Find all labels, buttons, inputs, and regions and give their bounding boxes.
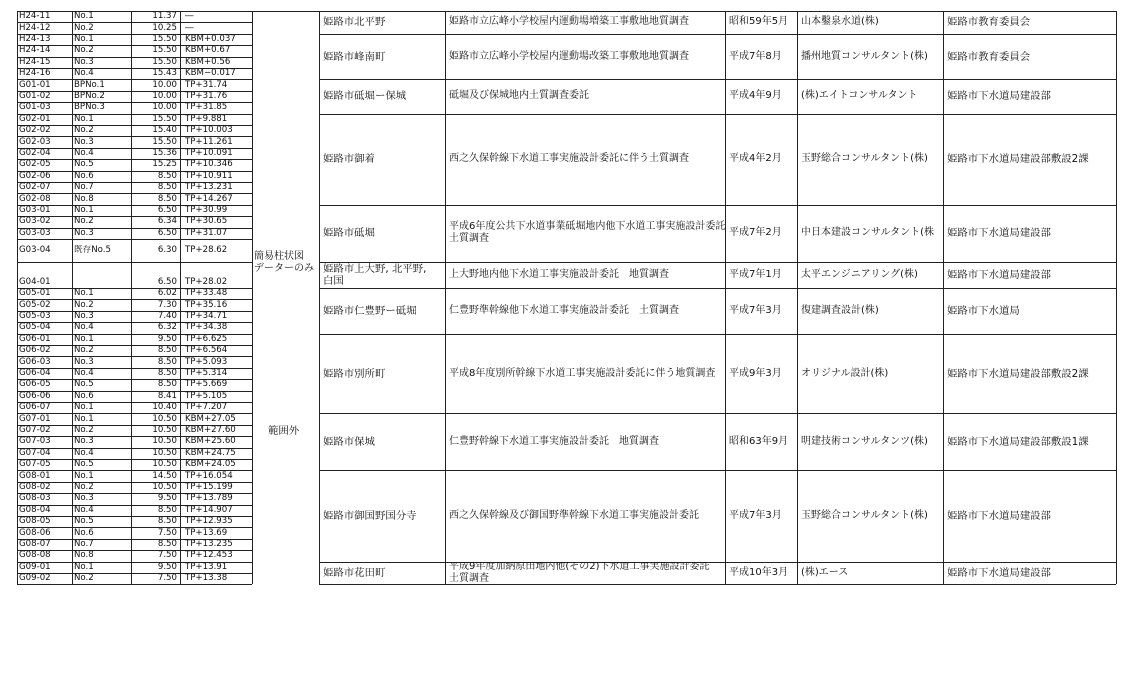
survey-row [319,114,1116,206]
boring-code: H24-16 [19,68,51,79]
boring-elevation: TP+35.16 [185,299,228,310]
boring-number: BPNo.1 [74,79,105,90]
boring-depth: 9.50 [157,333,177,344]
boring-depth: 15.50 [152,33,177,44]
survey-client: 姫路市下水道局建設部 [947,510,1051,522]
survey-date: 昭和63年9月 [729,435,789,447]
boring-elevation: TP+31.74 [185,79,228,90]
boring-code: G03-01 [19,204,51,215]
survey-title: 砥堀及び保城地内土質調査委託 [449,90,589,102]
boring-elevation: TP+14.907 [185,504,233,515]
boring-number: No.2 [74,216,94,227]
boring-number: No.2 [74,22,94,33]
boring-code: G08-05 [19,516,51,527]
boring-number: No.6 [74,390,94,401]
survey-date: 平成4年2月 [729,153,782,165]
boring-number: No.6 [74,170,94,181]
survey-client: 姫路市下水道局建設部 [947,268,1051,281]
boring-elevation: ― [185,11,194,22]
boring-number: No.5 [74,516,94,527]
survey-date: 平成10年3月 [729,567,789,578]
boring-elevation: TP+10.003 [185,125,233,136]
survey-date: 平成7年2月 [729,227,782,239]
boring-number: No.5 [74,459,94,470]
survey-date: 平成7年8月 [729,50,782,62]
column-divider [797,11,798,584]
boring-number: No.3 [74,136,94,147]
boring-number: BPNo.3 [74,102,105,113]
column-divider [445,11,446,584]
boring-depth: 10.50 [152,447,177,458]
survey-title: 仁豊野幹線下水道工事実施設計委託 地質調査 [449,435,659,447]
boring-elevation: TP+6.564 [185,345,228,356]
boring-code: G08-06 [19,527,51,538]
column-divider [943,11,944,584]
boring-number: No.1 [74,561,94,572]
boring-code: G02-05 [19,159,51,170]
survey-location: 姫路市花田町 [323,567,386,579]
boring-elevation: ― [185,22,194,33]
boring-code: G03-02 [19,216,51,227]
boring-code: G07-03 [19,436,51,447]
survey-contractor: オリジナル設計(株) [801,367,889,379]
boring-code: H24-15 [19,56,51,67]
boring-code: G08-02 [19,482,51,492]
boring-code: G04-01 [19,277,51,288]
boring-elevation: TP+13.789 [185,493,233,504]
boring-code: G08-04 [19,504,51,515]
survey-contractor: 玉野総合コンサルタント(株) [801,510,928,521]
boring-depth: 14.50 [152,470,177,481]
boring-elevation: TP+5.669 [185,379,228,390]
boring-number: No.1 [74,333,94,344]
survey-client: 姫路市下水道局建設部敷設2課 [947,367,1089,380]
survey-contractor: 山本鑿泉水道(株) [801,16,879,28]
boring-depth: 10.25 [152,22,177,33]
boring-number: No.4 [74,322,94,333]
boring-code: G01-03 [19,102,51,113]
boring-code: G07-02 [19,425,51,435]
survey-client: 姫路市下水道局建設部 [947,227,1051,240]
note-simplified-column: 簡易柱状図 データーのみ [254,251,314,274]
boring-code: G07-04 [19,447,51,458]
boring-code: G06-05 [19,379,51,390]
boring-depth: 10.00 [152,90,177,101]
boring-elevation: TP+6.625 [185,333,228,344]
boring-number: No.6 [74,527,94,538]
boring-depth: 8.50 [157,356,177,367]
survey-location: 姫路市仁豊野ー砥堀 [323,304,417,317]
boring-depth: 8.50 [157,182,177,193]
survey-location: 姫路市保城 [323,435,375,448]
boring-number: No.7 [74,539,94,549]
survey-contractor: (株)エース [801,567,849,578]
boring-number: No.2 [74,299,94,310]
survey-row [319,413,1116,471]
survey-date: 平成4年9月 [729,90,782,102]
boring-number: No.7 [74,182,94,193]
boring-elevation: TP+5.314 [185,368,228,378]
boring-elevation: TP+11.261 [185,136,233,147]
boring-elevation: TP+14.267 [185,193,233,204]
boring-depth: 8.50 [157,345,177,356]
boring-number: No.5 [74,379,94,390]
survey-location: 姫路市御国野国分寺 [323,510,417,522]
boring-code: G08-03 [19,493,51,504]
boring-depth: 6.50 [157,277,177,288]
survey-location: 姫路市砥堀 [323,227,375,240]
boring-depth: 10.40 [152,402,177,413]
boring-elevation: TP+7.207 [185,402,228,413]
boring-number: BPNo.2 [74,90,105,101]
boring-code: G08-08 [19,550,51,561]
boring-elevation: TP+28.62 [185,244,228,255]
boring-number: No.1 [74,204,94,215]
survey-location: 姫路市峰南町 [323,50,386,63]
survey-title: 姫路市立広峰小学校屋内運動場改築工事敷地地質調査 [449,50,689,62]
boring-depth: 7.50 [157,550,177,561]
survey-client: 姫路市下水道局建設部敷設2課 [947,153,1089,166]
boring-elevation: TP+31.85 [185,102,228,113]
boring-elevation: TP+13.69 [185,527,228,538]
survey-row [319,79,1116,114]
boring-depth: 8.50 [157,368,177,378]
boring-elevation: KBM+27.05 [185,413,236,424]
boring-code: H24-14 [19,45,51,56]
boring-elevation: TP+12.453 [185,550,233,561]
note-out-of-range: 範囲外 [268,425,300,437]
boring-depth: 10.00 [152,79,177,90]
boring-code: G05-02 [19,299,51,310]
boring-elevation: KBM+0.037 [185,33,236,44]
boring-number: No.1 [74,288,94,299]
survey-row [319,262,1116,289]
survey-date: 平成7年3月 [729,510,782,521]
column-divider [319,11,320,584]
boring-number: No.1 [74,33,94,44]
boring-number: No.4 [74,368,94,378]
survey-row [319,11,1116,35]
boring-number: No.3 [74,311,94,321]
boring-depth: 15.40 [152,125,177,136]
boring-code: G06-03 [19,356,51,367]
boring-code: G03-03 [19,227,51,238]
boring-elevation: TP+28.02 [185,277,228,288]
boring-depth: 8.50 [157,170,177,181]
boring-elevation: TP+16.054 [185,470,233,481]
boring-number: No.3 [74,493,94,504]
boring-elevation: KBM+24.75 [185,447,236,458]
boring-depth: 15.50 [152,113,177,124]
boring-elevation: TP+9.881 [185,113,228,124]
survey-contractor: 太平エンジニアリング(株) [801,268,918,280]
survey-location: 姫路市別所町 [323,367,386,380]
boring-number: No.2 [74,125,94,136]
boring-code: G05-03 [19,311,51,321]
boring-elevation: TP+33.48 [185,288,228,299]
boring-elevation: KBM+0.67 [185,45,231,56]
boring-depth: 8.50 [157,504,177,515]
boring-number: No.2 [74,425,94,435]
survey-title: 上大野地内他下水道工事実施設計委託 地質調査 [449,268,669,280]
boring-depth: 10.50 [152,459,177,470]
survey-contractor: 明建技術コンサルタンツ(株) [801,435,928,447]
boring-number: No.1 [74,113,94,124]
survey-location: 姫路市上大野, 北平野, 白国 [323,262,427,287]
survey-row [319,334,1116,415]
boring-number: No.1 [74,402,94,413]
boring-elevation: TP+5.093 [185,356,228,367]
survey-title: 仁豊野準幹線他下水道工事実施設計委託 土質調査 [449,304,679,316]
survey-row [319,205,1116,263]
table-top-border [319,11,1116,12]
boring-depth: 7.50 [157,573,177,584]
boring-elevation: TP+31.76 [185,90,228,101]
column-divider [725,11,726,584]
survey-contractor: 中日本建設コンサルタント(株 [801,227,935,239]
boring-depth: 10.50 [152,413,177,424]
boring-code: G01-02 [19,90,51,101]
survey-date: 昭和59年5月 [729,16,789,28]
boring-code: G01-01 [19,79,51,90]
boring-code: G06-01 [19,333,51,344]
boring-elevation: TP+12.935 [185,516,233,527]
survey-date: 平成7年1月 [729,268,782,280]
boring-depth: 6.30 [157,244,177,255]
boring-depth: 8.50 [157,516,177,527]
boring-depth: 8.50 [157,193,177,204]
boring-number: No.4 [74,504,94,515]
boring-number: No.3 [74,227,94,238]
survey-client: 姫路市下水道局建設部 [947,90,1051,103]
boring-depth: 6.34 [157,216,177,227]
boring-depth: 6.50 [157,227,177,238]
boring-depth: 7.50 [157,527,177,538]
boring-elevation: TP+30.65 [185,216,228,227]
boring-code: G02-08 [19,193,51,204]
boring-code: G03-04 [19,244,51,255]
boring-depth: 6.02 [157,288,177,299]
survey-client: 姫路市下水道局 [947,304,1020,317]
boring-elevation: TP+10.911 [185,170,233,181]
boring-number: No.2 [74,573,94,584]
column-divider [1116,11,1117,584]
boring-elevation: TP+13.91 [185,561,228,572]
boring-code: G08-01 [19,470,51,481]
boring-depth: 10.50 [152,425,177,435]
survey-title: 平成8年度別所幹線下水道工事実施設計委託に伴う地質調査 [449,367,716,379]
boring-number: No.1 [74,413,94,424]
boring-depth: 11.37 [152,11,177,22]
boring-number: No.1 [74,470,94,481]
survey-row [319,562,1116,586]
boring-elevation: KBM+24.05 [185,459,236,470]
boring-elevation: KBM+0.56 [185,56,231,67]
boring-code: G06-04 [19,368,51,378]
boring-code: G05-04 [19,322,51,333]
survey-location: 姫路市北平野 [323,16,386,29]
survey-title: 姫路市立広峰小学校屋内運動場増築工事敷地地質調査 [449,16,689,28]
boring-number: 既存No.5 [74,244,111,255]
boring-number: No.5 [74,159,94,170]
boring-code: G02-04 [19,147,51,158]
survey-row [319,34,1116,81]
boring-depth: 7.40 [157,311,177,321]
boring-number: No.8 [74,550,94,561]
boring-elevation: TP+13.231 [185,182,233,193]
boring-elevation: KBM+25.60 [185,436,236,447]
boring-code: G02-01 [19,113,51,124]
boring-code: H24-11 [19,11,51,22]
boring-depth: 15.25 [152,159,177,170]
boring-depth: 7.30 [157,299,177,310]
boring-depth: 15.50 [152,136,177,147]
boring-code: G09-02 [19,573,51,584]
boring-depth: 15.50 [152,45,177,56]
boring-code: G07-05 [19,459,51,470]
boring-code: G02-02 [19,125,51,136]
survey-date: 平成9年3月 [729,367,782,379]
survey-date: 平成7年3月 [729,304,782,316]
survey-client: 姫路市教育委員会 [947,50,1031,63]
boring-elevation: TP+10.091 [185,147,233,158]
boring-depth: 8.41 [157,390,177,401]
survey-row [319,288,1116,335]
boring-elevation: TP+13.235 [185,539,233,549]
boring-number: No.2 [74,482,94,492]
boring-depth: 9.50 [157,561,177,572]
boring-elevation: KBM−0.017 [185,68,236,79]
boring-depth: 6.50 [157,204,177,215]
boring-elevation: TP+15.199 [185,482,233,492]
boring-number: No.4 [74,68,94,79]
boring-code: G06-07 [19,402,51,413]
boring-depth: 9.50 [157,493,177,504]
boring-depth: 10.50 [152,436,177,447]
boring-number: No.2 [74,345,94,356]
boring-elevation: TP+13.38 [185,573,228,584]
boring-depth: 15.36 [152,147,177,158]
boring-number: No.3 [74,356,94,367]
boring-code: G06-02 [19,345,51,356]
boring-elevation: TP+34.38 [185,322,228,333]
survey-contractor: 播州地質コンサルタント(株) [801,50,928,62]
boring-depth: 15.50 [152,56,177,67]
boring-depth: 8.50 [157,379,177,390]
boring-number: No.3 [74,436,94,447]
survey-contractor: 復建調査設計(株) [801,304,879,316]
boring-code: G02-03 [19,136,51,147]
boring-elevation: TP+34.71 [185,311,228,321]
boring-code: G05-01 [19,288,51,299]
boring-elevation: TP+31.07 [185,227,228,238]
survey-location: 姫路市砥堀ー保城 [323,90,407,103]
survey-contractor: (株)エイトコンサルタント [801,90,918,102]
survey-client: 姫路市下水道局建設部 [947,567,1051,579]
boring-depth: 6.32 [157,322,177,333]
boring-elevation: KBM+27.60 [185,425,236,435]
survey-client: 姫路市教育委員会 [947,16,1031,29]
boring-code: G09-01 [19,561,51,572]
survey-row [319,470,1116,562]
survey-title: 西之久保幹線下水道工事実施設計委託に伴う土質調査 [449,153,689,165]
boring-number: No.3 [74,56,94,67]
boring-number: No.1 [74,11,94,22]
boring-code: H24-12 [19,22,51,33]
survey-client: 姫路市下水道局建設部敷設1課 [947,435,1089,448]
boring-number: No.2 [74,45,94,56]
boring-elevation: TP+30.99 [185,204,228,215]
boring-code: H24-13 [19,33,51,44]
boring-depth: 8.50 [157,539,177,549]
boring-depth: 10.00 [152,102,177,113]
boring-depth: 15.43 [152,68,177,79]
survey-title: 平成9年度加納原田地内他(その2)下水道工事実施設計委託 土質調査 [449,561,720,585]
boring-code: G02-06 [19,170,51,181]
boring-elevation: TP+5.105 [185,390,228,401]
boring-depth: 10.50 [152,482,177,492]
boring-code: G08-07 [19,539,51,549]
boring-code: G02-07 [19,182,51,193]
survey-location: 姫路市御着 [323,153,375,166]
survey-report-table [17,0,1117,690]
boring-code: G06-06 [19,390,51,401]
boring-code: G07-01 [19,413,51,424]
survey-contractor: 玉野総合コンサルタント(株) [801,153,928,165]
boring-elevation: TP+10.346 [185,159,233,170]
boring-number: No.8 [74,193,94,204]
boring-number: No.4 [74,447,94,458]
survey-title: 西之久保幹線及び御国野準幹線下水道工事実施設計委託 [449,510,699,521]
survey-title: 平成6年度公共下水道事業砥堀地内他下水道工事実施設計委託土質調査 [449,221,726,245]
boring-number: No.4 [74,147,94,158]
